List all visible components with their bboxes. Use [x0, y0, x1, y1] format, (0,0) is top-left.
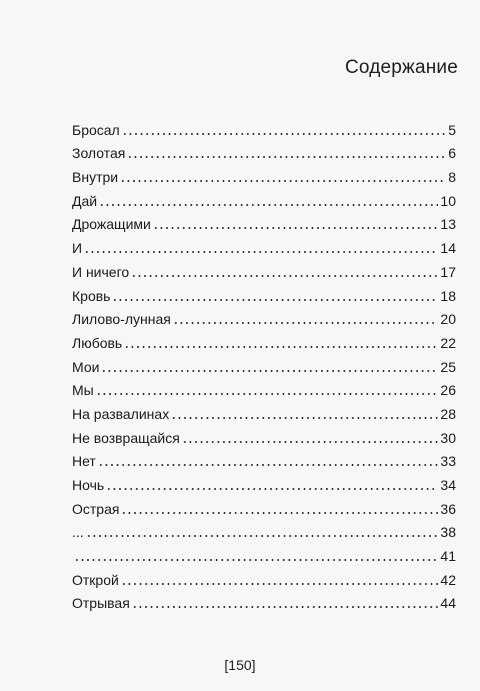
- toc-entry-page-number: 13: [440, 216, 456, 233]
- dot-leader: [127, 156, 446, 158]
- dot-leader: [131, 275, 438, 277]
- dot-leader: [124, 346, 438, 348]
- toc-entry: [72, 185, 456, 209]
- toc-entry-title: Дрожащими: [72, 216, 151, 233]
- toc-entry-title: Внутри: [72, 169, 119, 186]
- toc-entry-title: Любовь: [72, 334, 123, 351]
- dot-leader: [153, 227, 439, 229]
- toc-entry: [72, 422, 456, 446]
- toc-entry-page-number: 34: [440, 477, 456, 493]
- toc-entry-page-number: 10: [440, 192, 456, 209]
- toc-entry: [72, 375, 456, 399]
- dot-leader: [173, 322, 439, 324]
- toc-entry-title: Лилово-лунная: [72, 311, 171, 328]
- toc-entry: [72, 209, 456, 233]
- toc-entry-page-number: 18: [440, 287, 456, 304]
- page-number: [150]: [224, 657, 256, 673]
- dot-leader: [98, 464, 439, 466]
- dot-leader: [74, 559, 438, 561]
- toc-entry-title: Нет: [72, 453, 96, 470]
- toc-entry-page-number: 20: [440, 311, 456, 328]
- toc-entry-title: ...: [72, 524, 84, 541]
- toc-entry-title: Открой: [72, 571, 119, 588]
- toc-entry-page-number: 14: [440, 240, 456, 257]
- toc-entry: [72, 161, 456, 185]
- toc-entry: [72, 540, 456, 564]
- toc-entry-title: Острая: [72, 500, 120, 517]
- toc-entry: [72, 493, 456, 517]
- toc-entry: [72, 446, 456, 470]
- toc-entry-title: Кровь: [72, 287, 111, 304]
- toc-entry-page-number: 25: [440, 358, 456, 375]
- toc-entry: [72, 398, 456, 422]
- table-of-contents: [72, 114, 456, 611]
- dot-leader: [101, 370, 438, 372]
- dot-leader: [99, 204, 438, 206]
- toc-entry-title: Мы: [72, 382, 94, 399]
- toc-entry: [72, 564, 456, 588]
- dot-leader: [121, 512, 438, 514]
- toc-entry: [72, 517, 456, 541]
- toc-entry-title: На развалинах: [72, 405, 170, 422]
- toc-entry-page-number: 42: [440, 571, 456, 588]
- toc-entry: [72, 304, 456, 328]
- toc-entry-page-number: 28: [440, 405, 456, 422]
- toc-entry: [72, 138, 456, 162]
- toc-entry: [72, 280, 456, 304]
- toc-entry-title: Мои: [72, 358, 100, 375]
- toc-entry-title: Дай: [72, 192, 98, 209]
- dot-leader: [132, 606, 439, 608]
- toc-entry-page-number: 5: [448, 121, 456, 138]
- dot-leader: [106, 488, 438, 490]
- dot-leader: [86, 535, 439, 537]
- toc-entry-page-number: 44: [440, 595, 456, 612]
- toc-entry-title: Не возвращайся: [72, 429, 180, 446]
- dot-leader: [84, 251, 438, 253]
- toc-entry-page-number: 30: [440, 429, 456, 446]
- dot-leader: [96, 393, 439, 395]
- dot-leader: [171, 417, 438, 419]
- toc-entry: [72, 114, 456, 138]
- toc-entry-page-number: 38: [440, 524, 456, 541]
- toc-entry-page-number: 17: [440, 263, 456, 280]
- toc-entry-page-number: 33: [440, 453, 456, 470]
- dot-leader: [182, 441, 439, 443]
- toc-entry-title: Бросал: [72, 121, 120, 138]
- toc-entry-title: И: [72, 240, 83, 257]
- toc-entry: [72, 232, 456, 256]
- page-title: Содержание: [344, 57, 458, 78]
- toc-entry: [72, 351, 456, 375]
- toc-entry: [72, 256, 456, 280]
- toc-entry-title: Ночь: [72, 477, 105, 493]
- toc-entry-page-number: 8: [448, 169, 456, 186]
- toc-entry-page-number: 41: [440, 548, 456, 565]
- dot-leader: [120, 180, 446, 182]
- toc-entry: [72, 469, 456, 493]
- toc-entry-page-number: 36: [440, 500, 456, 517]
- toc-entry-title: И ничего: [72, 263, 130, 280]
- toc-entry-page-number: 6: [448, 145, 456, 162]
- dot-leader: [122, 133, 446, 135]
- toc-entry: [72, 588, 456, 612]
- toc-entry-title: Отрывая: [72, 595, 130, 612]
- toc-entry-page-number: 22: [440, 334, 456, 351]
- dot-leader: [121, 583, 439, 585]
- toc-entry-page-number: 26: [440, 382, 456, 399]
- toc-entry-title: Золотая: [72, 145, 126, 162]
- toc-entry: [72, 327, 456, 351]
- dot-leader: [112, 299, 438, 301]
